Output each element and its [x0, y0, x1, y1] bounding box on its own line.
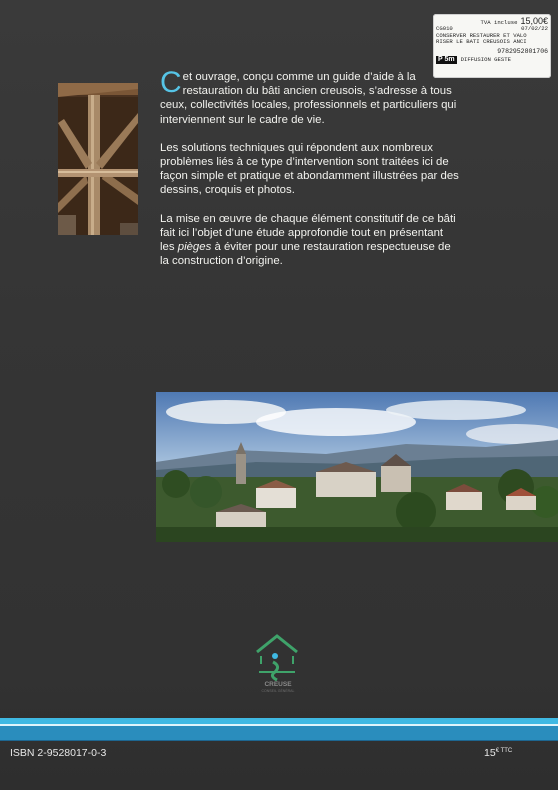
drop-cap: C	[160, 66, 182, 99]
blue-stripe-dark	[0, 726, 558, 740]
paragraph-3	[160, 212, 460, 269]
description-text	[160, 66, 460, 282]
timber-frame-photo	[58, 83, 138, 235]
paragraph-3-text-b: à éviter pour une restauration respectueuse de la construction d’origine.	[160, 241, 451, 268]
cover-price	[484, 747, 512, 759]
cover-price-suffix: € TTC	[495, 748, 513, 754]
sticker-title-line1: CONSERVER RESTAURER ET VALO	[436, 32, 527, 39]
price-sticker	[433, 14, 551, 78]
paragraph-1	[160, 66, 460, 127]
paragraph-3-italic: pièges	[177, 241, 212, 254]
sticker-distributor: DIFFUSION GESTE	[460, 55, 511, 63]
sticker-date: 07/02/22	[521, 25, 548, 33]
sticker-ean: 9782952801706	[497, 47, 548, 55]
logo-name: CREUSE	[264, 681, 292, 688]
isbn: ISBN 2-9528017-0-3	[10, 747, 107, 759]
paragraph-3-text-a: La mise en œuvre de chaque élément constitutif de ce bâti fait ici l’objet d’une étude approfondie tout en présentant les	[160, 212, 456, 254]
sticker-dept: P 5m	[438, 56, 455, 64]
sticker-tva-label: TVA incluse	[480, 19, 518, 26]
paragraph-2: Les solutions techniques qui répondent aux nombreux problèmes liés à ce type d’intervention sont traitées ici de façon simple et pratique et abondamment illustrées par des dessins, croquis et photos.	[160, 141, 459, 197]
cover-price-value: 15	[484, 747, 496, 759]
logo-tagline: CONSEIL GÉNÉRAL	[261, 689, 295, 693]
sticker-code: CG010	[436, 25, 453, 33]
sticker-title-line2: RISER LE BATI CREUSOIS ANCI	[436, 39, 527, 46]
paragraph-1-text: et ouvrage, conçu comme un guide d’aide à la restauration du bâti ancien creusois, s’adresse à tous ceux, collectivités locales, professionnels et particuliers qui interviennent sur le cadre de vie.	[160, 71, 457, 126]
sticker-price: 15,00€	[520, 16, 548, 26]
town-landscape-photo	[156, 392, 558, 542]
blue-stripe-edge	[0, 740, 558, 741]
